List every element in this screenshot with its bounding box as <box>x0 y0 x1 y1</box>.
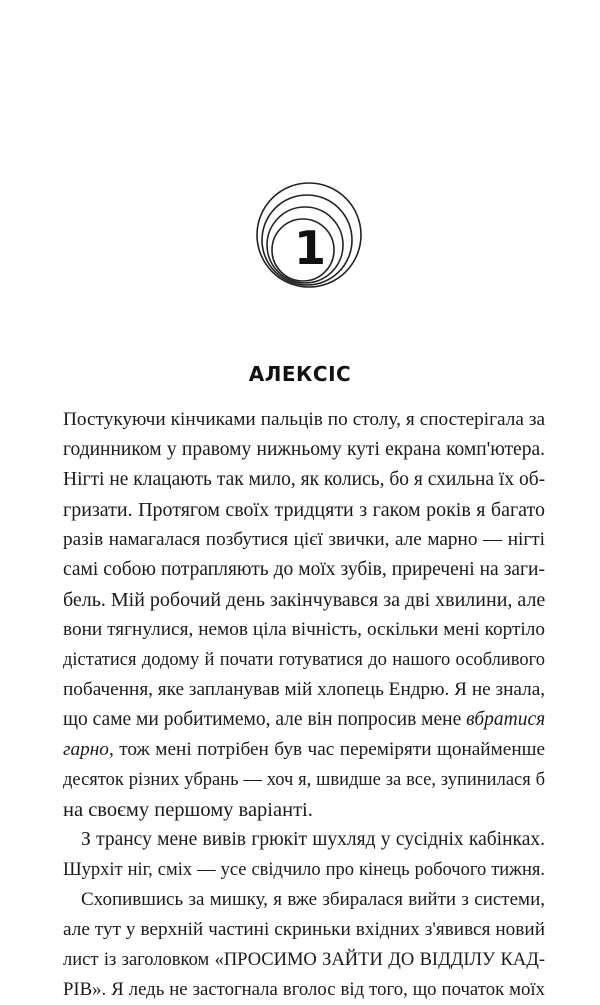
text-line <box>63 735 545 765</box>
italic-emphasis: вбратися <box>466 709 546 730</box>
text-line: але тут у верхній частині скриньки вхідних з'явився новий <box>63 919 545 940</box>
text-line: дістатися додому й почати готуватися до нашого особливого <box>63 650 545 670</box>
text-line: гризати. Протягом своїх тридцяти з гаком років я багато <box>63 499 545 521</box>
text-line: РІВ». Я ледь не застогнала вголос від того, що початок моїх <box>63 979 545 1000</box>
text-line: З трансу мене вивів грюкіт шухляд у сусідніх кабінках. <box>81 829 545 850</box>
text-line: бель. Мій робочий день закінчувався за дві хвилини, але <box>63 589 546 611</box>
text-line: Шурхіт ніг, сміх — усе свідчило про кінець робочого тижня. <box>63 860 545 880</box>
chapter-body-text <box>63 405 545 1005</box>
text-segment: , тож мені потрібен був час переміряти щонайменше <box>108 739 545 760</box>
text-line: самі собою потрапляють до моїх зубів, приречені на заги- <box>63 559 545 580</box>
text-line: разів намагалася позбутися цієї звички, але марно — нігті <box>63 529 545 550</box>
text-line <box>63 705 545 735</box>
text-line: на своєму першому варіанті. <box>63 799 313 821</box>
text-line: Нігті не клацають так мило, як колись, бо я схильна їх об- <box>63 469 546 490</box>
text-segment: що саме ми робитимемо, але він попросив мене <box>63 709 467 730</box>
text-line: десяток різних убрань — хоч я, швидше за все, зупинилася б <box>63 770 545 790</box>
text-line: побачення, яке запланував мій хлопець Ендрю. Я не знала, <box>63 679 546 700</box>
text-line: Постукуючи кінчиками пальців по столу, я спостерігала за <box>63 409 545 430</box>
chapter-title: АЛЕКСІС <box>248 362 352 386</box>
text-line: вони тягнулися, немов ціла вічність, оскільки мені кортіло <box>63 619 545 640</box>
text-line: годинником у правому нижньому куті екрана комп'ютера. <box>63 439 545 460</box>
text-line: Схопившись за мишку, я вже збиралася вийти з системи, <box>81 889 545 910</box>
text-line: лист із заголовком «ПРОСИМО ЗАЙТИ ДО ВІДДІЛУ КАД- <box>63 950 545 970</box>
chapter-number: 1 <box>293 221 326 275</box>
italic-emphasis: гарно <box>63 739 109 760</box>
